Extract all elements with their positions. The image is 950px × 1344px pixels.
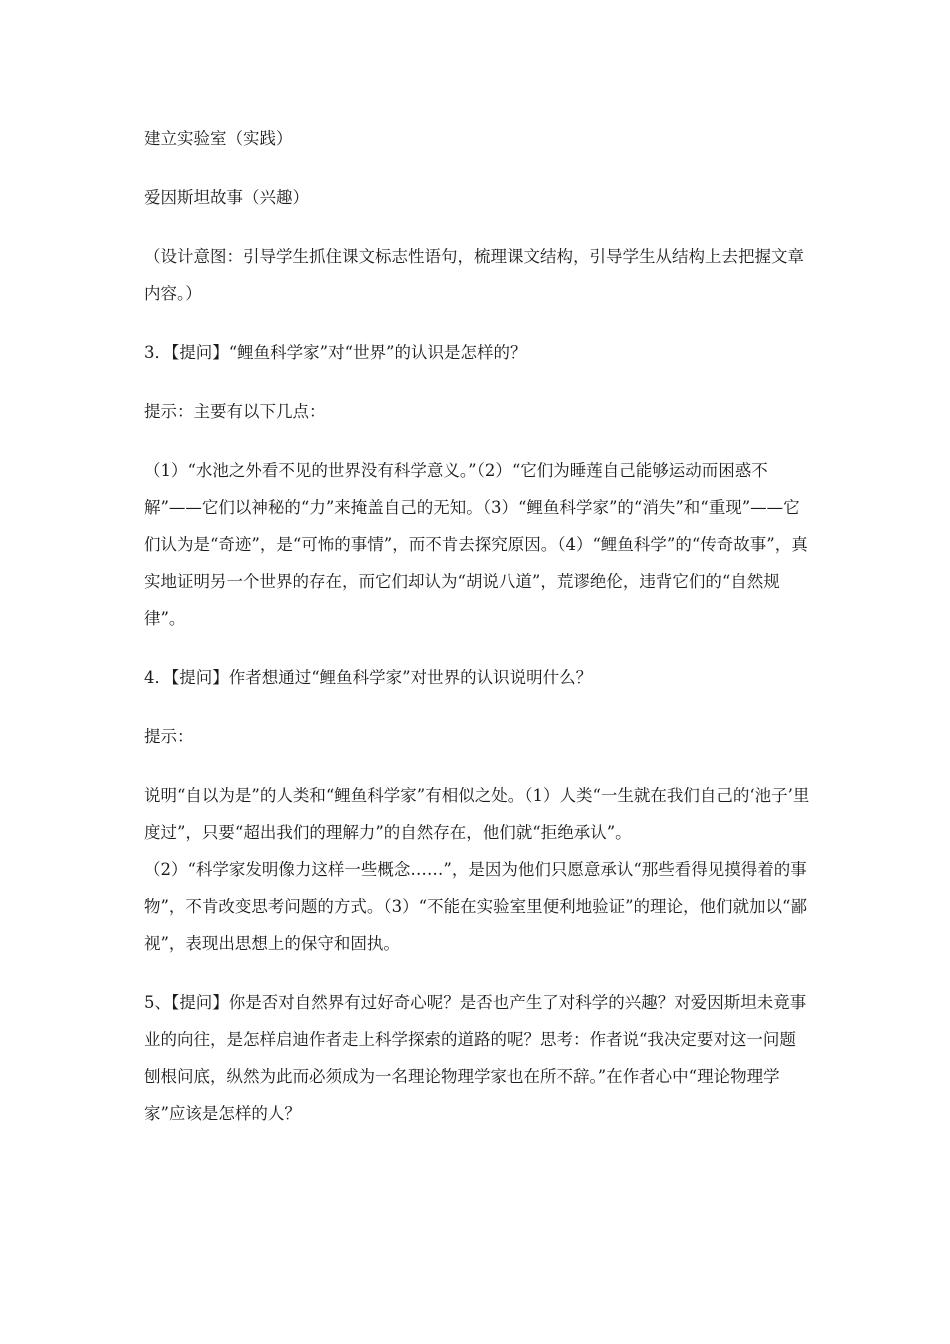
question-4: 4．【提问】作者想通过“鲤鱼科学家”对世界的认识说明什么？ (144, 668, 593, 687)
paragraph-design-intent: （设计意图：引导学生抓住课文标志性语句，梳理课文结构，引导学生从结构上去把握文章内容。） (144, 247, 804, 303)
document-body (144, 120, 810, 1154)
hint-4-label: 提示： (144, 727, 194, 746)
question-5: 5、【提问】你是否对自然界有过好奇心呢？是否也产生了对科学的兴趣？对爱因斯坦未竟事业的向往，是怎样启迪作者走上科学探索的道路的呢？思考：作者说“我决定要对这一问题刨根问底，纵然为此而必须成为一名理论物理学家也在所不辞。”在作者心中“理论物理学家”应该是怎样的人？ (144, 993, 807, 1123)
paragraph-experiment-lab: 建立实验室（实践） (144, 129, 293, 148)
hint-4-part-2: （2）“科学家发明像力这样一些概念……”，是因为他们只愿意承认“那些看得见摸得着的事物”，不肯改变思考问题的方式。（3）“不能在实验室里便利地验证”的理论，他们就加以“鄙视”，表现出思想上的保守和固执。 (144, 860, 807, 953)
paragraph-einstein-story: 爱因斯坦故事（兴趣） (144, 188, 309, 207)
hint-3-points: （1）“水池之外看不见的世界没有科学意义。”（2）“它们为睡莲自己能够运动而困惑不解”——它们以神秘的“力”来掩盖自己的无知。（3）“鲤鱼科学家”的“消失”和“重现”——它们认为是“奇迹”，是“可怖的事情”，而不肯去探究原因。（4）“鲤鱼科学”的“传奇故事”，真实地证明另一个世界的存在，而它们却认为“胡说八道”，荒谬绝伦，违背它们的“自然规律”。 (144, 461, 808, 628)
question-3: 3．【提问】“鲤鱼科学家”对“世界”的认识是怎样的？ (144, 343, 527, 362)
hint-4-part-1: 说明“自以为是”的人类和“鲤鱼科学家”有相似之处。（1）人类“一生就在我们自己的‘池子’里度过”，只要“超出我们的理解力”的自然存在，他们就“拒绝承认”。 (144, 786, 810, 842)
hint-3-intro: 提示：主要有以下几点： (144, 402, 326, 421)
